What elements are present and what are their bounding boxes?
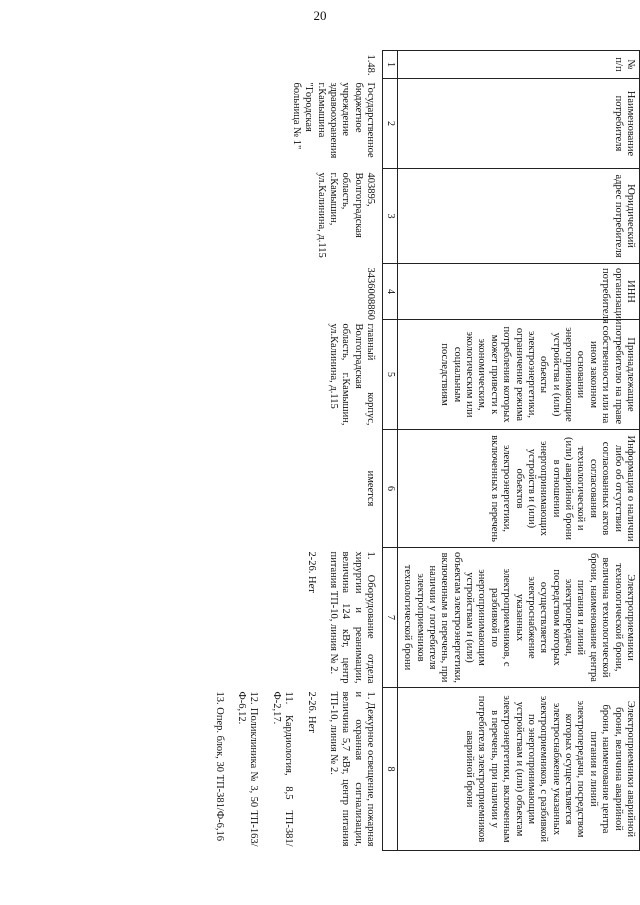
consumer-objects: главный корпус, Волгоградская область, г.Камышин, ул.Калинина, д.115	[327, 323, 377, 426]
header-tech-reserve: Электроприемники технологической брони, величина технологической брони, наименование центра питания и линий электропередачи, посредством которых осуществляется электроснабжение указанных электроприемников, с разбивкой по энергопринимающим устройствам и (или) объектам электроэнергетики, включенным в перечень, при наличии у потребителя электроприемников технологической брони	[397, 548, 639, 688]
column-number: 8	[383, 688, 398, 851]
table-header-row	[397, 51, 639, 851]
emergency-reserve-item: 13. Опер. блок, 30 ТП-381/Ф-6,16	[213, 691, 225, 841]
consumer-name: Государственное бюджетное учреждение здравоохранения г.Камышина "Городская больница № 1"	[290, 82, 377, 159]
consumer-table	[209, 50, 640, 851]
acts-status: имеется	[365, 470, 377, 507]
consumer-inn: 3436008860	[365, 267, 377, 320]
column-number-row	[383, 51, 398, 851]
column-number: 7	[383, 548, 398, 688]
tech-reserve-item: 1. Оборудование отдела хирургии и реанимации, величина 124 кВт, центр питания ТП-10, линия № 2.	[327, 551, 377, 684]
header-emergency-reserve: Электроприемники аварийной брони, величина аварийной брони, наименование центра питания и линий электропередачи, посредством которых осуществляется электроснабжение указанных электроприемников, с разбивкой по энергопринимающим устройствам и (или) объектам электроэнергетики, включенным в перечень, при наличии у потребителя электроприемников аварийной брони	[397, 688, 639, 851]
emergency-reserve-item: 11. Кардиология, 8,5 ТП-381/Ф-2,17.	[270, 691, 295, 847]
column-number: 6	[383, 430, 398, 548]
page-number: 20	[313, 8, 327, 23]
emergency-reserve-cell	[209, 688, 382, 851]
column-number: 3	[383, 169, 398, 264]
consumer-address: 403895, Волгоградская область, г.Камышин, ул.Калинина, д.115	[315, 172, 377, 258]
table-row	[209, 51, 382, 851]
emergency-reserve-item: 12. Поликлиника № 3, 50 ТП-163/Ф-6,12.	[236, 691, 260, 847]
column-number: 4	[383, 264, 398, 320]
row-number: 1.48.	[365, 54, 377, 76]
emergency-reserve-item: 1. Дежурное освещение, пожарная и охранная сигнализации, величина 5,7 кВт, центр питания ТП-10, линия № 2.	[327, 691, 377, 847]
header-address: Юридический адрес потребителя	[397, 169, 639, 264]
header-acts: Информация о наличии либо об отсутствии согласованных актов согласования технологической и (или) аварийной брони в отношении энергопринимающих устройств и (или) объектов электроэнергетики, включенных в перечень	[397, 430, 639, 548]
header-objects: Принадлежащие потребителю на праве собственности или на ином законном основании энергопринимающие устройства и (или) объекты электроэнергетики, ограничение режима потребления которых может привести к экономическим, экологическим или социальным последствиям	[397, 320, 639, 430]
header-inn: ИНН организации потребителя	[397, 264, 639, 320]
tech-reserve-cell	[209, 548, 382, 688]
tech-reserve-item: 2-26. Нет	[305, 551, 317, 593]
header-num: № п/п	[397, 51, 639, 79]
column-number: 1	[383, 51, 398, 79]
header-name: Наименование потребителя	[397, 79, 639, 169]
emergency-reserve-item: 2-26. Нет	[305, 691, 317, 733]
rotated-table-wrapper	[50, 30, 640, 890]
column-number: 2	[383, 79, 398, 169]
column-number: 5	[383, 320, 398, 430]
